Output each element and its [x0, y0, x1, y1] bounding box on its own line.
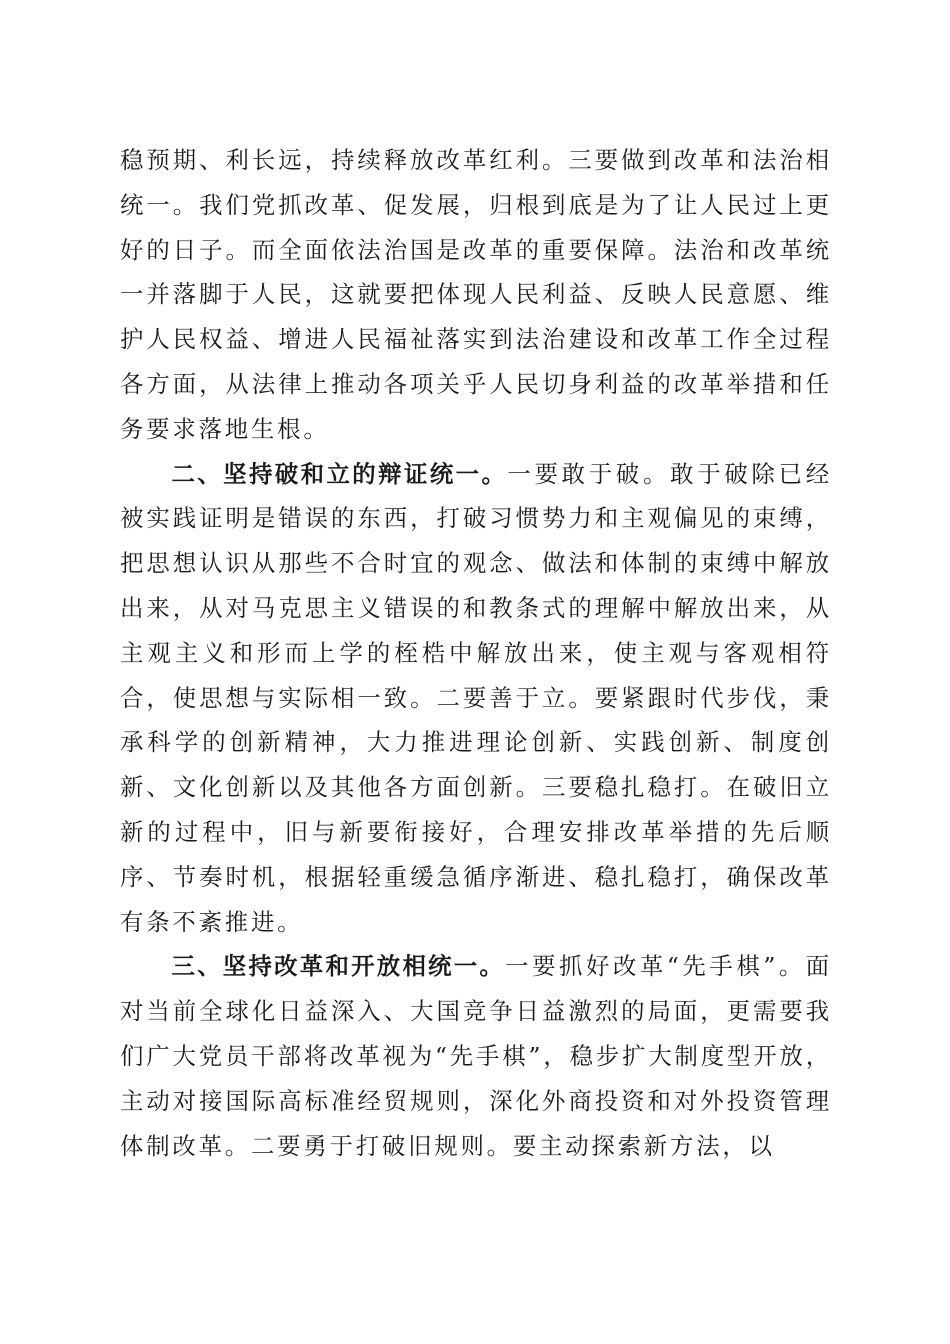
paragraph-2-body: 一要敢于破。敢于破除已经被实践证明是错误的东西，打破习惯势力和主观偏见的束缚，把思想认识从那些不合时宜的观念、做法和体制的束缚中解放出来，从对马克思主义错误的和教条式的理解中解放出来，从主观主义和形而上学的桎梏中解放出来，使主观与客观相符合，使思想与实际相一致。二要善于立。要紧跟时代步伐，秉承科学的创新精神，大力推进理论创新、实践创新、制度创新、文化创新以及其他各方面创新。三要稳扎稳打。在破旧立新的过程中，旧与新要衔接好，合理安排改革举措的先后顺序、节奏时机，根据轻重缓急循序渐进、稳扎稳打，确保改革有条不紊推进。: [120, 459, 832, 936]
document-body: [120, 138, 832, 1168]
paragraph-2-heading: 二、坚持破和立的辩证统一。: [171, 459, 508, 488]
paragraph-1: [120, 138, 832, 452]
paragraph-3-heading: 三、坚持改革和开放相统一。: [171, 952, 506, 981]
paragraph-2: [120, 452, 832, 945]
paragraph-3: [120, 944, 832, 1168]
paragraph-1-body: 稳预期、利长远，持续释放改革红利。三要做到改革和法治相统一。我们党抓改革、促发展，归根到底是为了让人民过上更好的日子。而全面依法治国是改革的重要保障。法治和改革统一并落脚于人民，这就要把体现人民利益、反映人民意愿、维护人民权益、增进人民福祉落实到法治建设和改革工作全过程各方面，从法律上推动各项关乎人民切身利益的改革举措和任务要求落地生根。: [120, 146, 832, 443]
paragraph-3-body: 一要抓好改革“先手棋”。面对当前全球化日益深入、大国竞争日益激烈的局面，更需要我们广大党员干部将改革视为“先手棋”，稳步扩大制度型开放，主动对接国际高标准经贸规则，深化外商投资和对外投资管理体制改革。二要勇于打破旧规则。要主动探索新方法，以: [120, 952, 832, 1160]
